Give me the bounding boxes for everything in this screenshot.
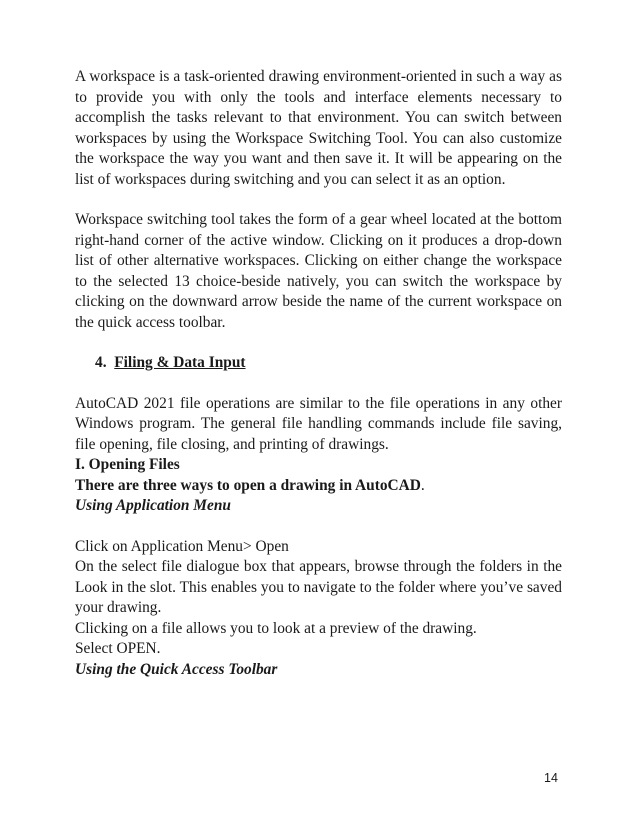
section-heading bbox=[95, 353, 562, 374]
method-quick-access-title: Using the Quick Access Toolbar bbox=[75, 660, 278, 678]
steps-list bbox=[75, 537, 562, 660]
section-title: Filing & Data Input bbox=[114, 354, 246, 371]
ways-to-open-text: There are three ways to open a drawing in AutoCAD bbox=[75, 476, 421, 494]
step-item: Click on Application Menu> Open bbox=[75, 537, 289, 555]
paragraph-workspace-switching: Workspace switching tool takes the form of a gear wheel located at the bottom right-hand corner of the active window. Clicking on it produces a drop-down list of other alternative workspaces. Clicking on either change the workspace to the selected 13 choice-beside natively, you can switch the workspace by clicking on the downward arrow beside the name of the current workspace on the quick access toolbar. bbox=[75, 211, 562, 331]
method-application-menu-title: Using Application Menu bbox=[75, 497, 231, 514]
section-number: 4. bbox=[95, 354, 107, 371]
ways-to-open-line bbox=[75, 476, 562, 497]
paragraph-workspace-intro: A workspace is a task-oriented drawing environment-oriented in such a way as to provide you with only the tools and interface elements necessary to accomplish the tasks relevant to that environment. You can switch between workspaces by using the Workspace Switching Tool. You can also customize the workspace the way you want and then save it. It will be appearing on the list of workspaces during switching and you can select it as an option. bbox=[75, 68, 562, 188]
opening-files-heading: I. Opening Files bbox=[75, 456, 180, 473]
step-item: On the select file dialogue box that appears, browse through the folders in the Look in the slot. This enables you to navigate to the folder where you’ve saved your drawing. bbox=[75, 558, 562, 616]
step-item: Select OPEN. bbox=[75, 640, 161, 657]
document-page bbox=[75, 67, 562, 680]
page-number: 14 bbox=[544, 771, 558, 785]
paragraph-file-operations: AutoCAD 2021 file operations are similar to the file operations in any other Windows program. The general file handling commands include file saving, file opening, file closing, and printing of drawings. bbox=[75, 394, 562, 453]
ways-to-open-period: . bbox=[420, 476, 425, 494]
step-item: Clicking on a file allows you to look at a preview of the drawing. bbox=[75, 619, 477, 637]
